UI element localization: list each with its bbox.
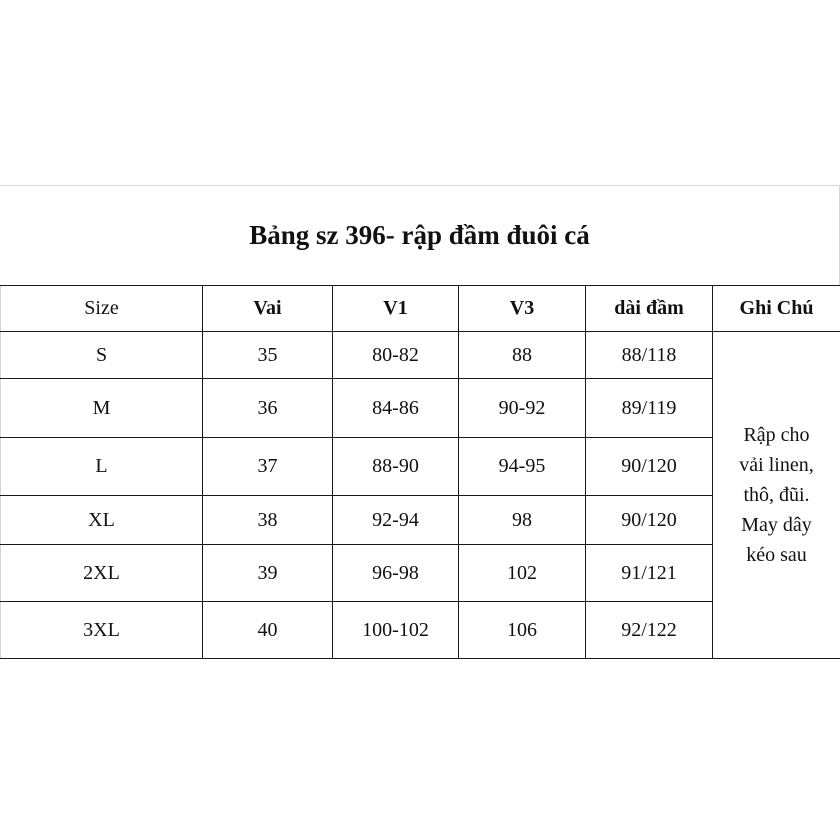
header-v1: V1 (333, 286, 459, 332)
header-v3: V3 (459, 286, 586, 332)
cell-v3: 90-92 (459, 379, 586, 438)
cell-size: 2XL (1, 545, 203, 602)
cell-v3: 106 (459, 602, 586, 659)
cell-size: 3XL (1, 602, 203, 659)
note-cell (713, 332, 840, 659)
cell-vai: 36 (203, 379, 333, 438)
header-note: Ghi Chú (713, 286, 840, 332)
cell-v1: 96-98 (333, 545, 459, 602)
cell-v1: 92-94 (333, 496, 459, 545)
note-line: thô, đũi. (743, 484, 810, 506)
cell-size: S (1, 332, 203, 379)
cell-dress-length: 88/118 (586, 332, 713, 379)
cell-dress-length: 89/119 (586, 379, 713, 438)
cell-v1: 100-102 (333, 602, 459, 659)
note-line: May dây (741, 514, 812, 536)
table-row (1, 332, 840, 379)
cell-vai: 40 (203, 602, 333, 659)
cell-vai: 38 (203, 496, 333, 545)
header-row (1, 286, 840, 332)
chart-title: Bảng sz 396- rập đầm đuôi cá (249, 220, 590, 250)
header-dress-length: dài đầm (586, 286, 713, 332)
header-size: Size (1, 286, 203, 332)
note-line: vải linen, (739, 454, 814, 476)
cell-v3: 94-95 (459, 438, 586, 496)
cell-vai: 39 (203, 545, 333, 602)
note-line: kéo sau (746, 544, 807, 566)
cell-size: XL (1, 496, 203, 545)
cell-v3: 102 (459, 545, 586, 602)
cell-v1: 84-86 (333, 379, 459, 438)
size-chart-sheet (0, 185, 840, 654)
cell-v3: 88 (459, 332, 586, 379)
cell-size: L (1, 438, 203, 496)
header-vai: Vai (203, 286, 333, 332)
cell-dress-length: 92/122 (586, 602, 713, 659)
cell-v1: 88-90 (333, 438, 459, 496)
cell-v1: 80-82 (333, 332, 459, 379)
cell-vai: 37 (203, 438, 333, 496)
title-cell (0, 185, 840, 285)
size-table (0, 285, 840, 659)
cell-vai: 35 (203, 332, 333, 379)
cell-dress-length: 90/120 (586, 438, 713, 496)
cell-v3: 98 (459, 496, 586, 545)
cell-dress-length: 90/120 (586, 496, 713, 545)
cell-size: M (1, 379, 203, 438)
cell-dress-length: 91/121 (586, 545, 713, 602)
note-line: Rập cho (743, 424, 810, 446)
